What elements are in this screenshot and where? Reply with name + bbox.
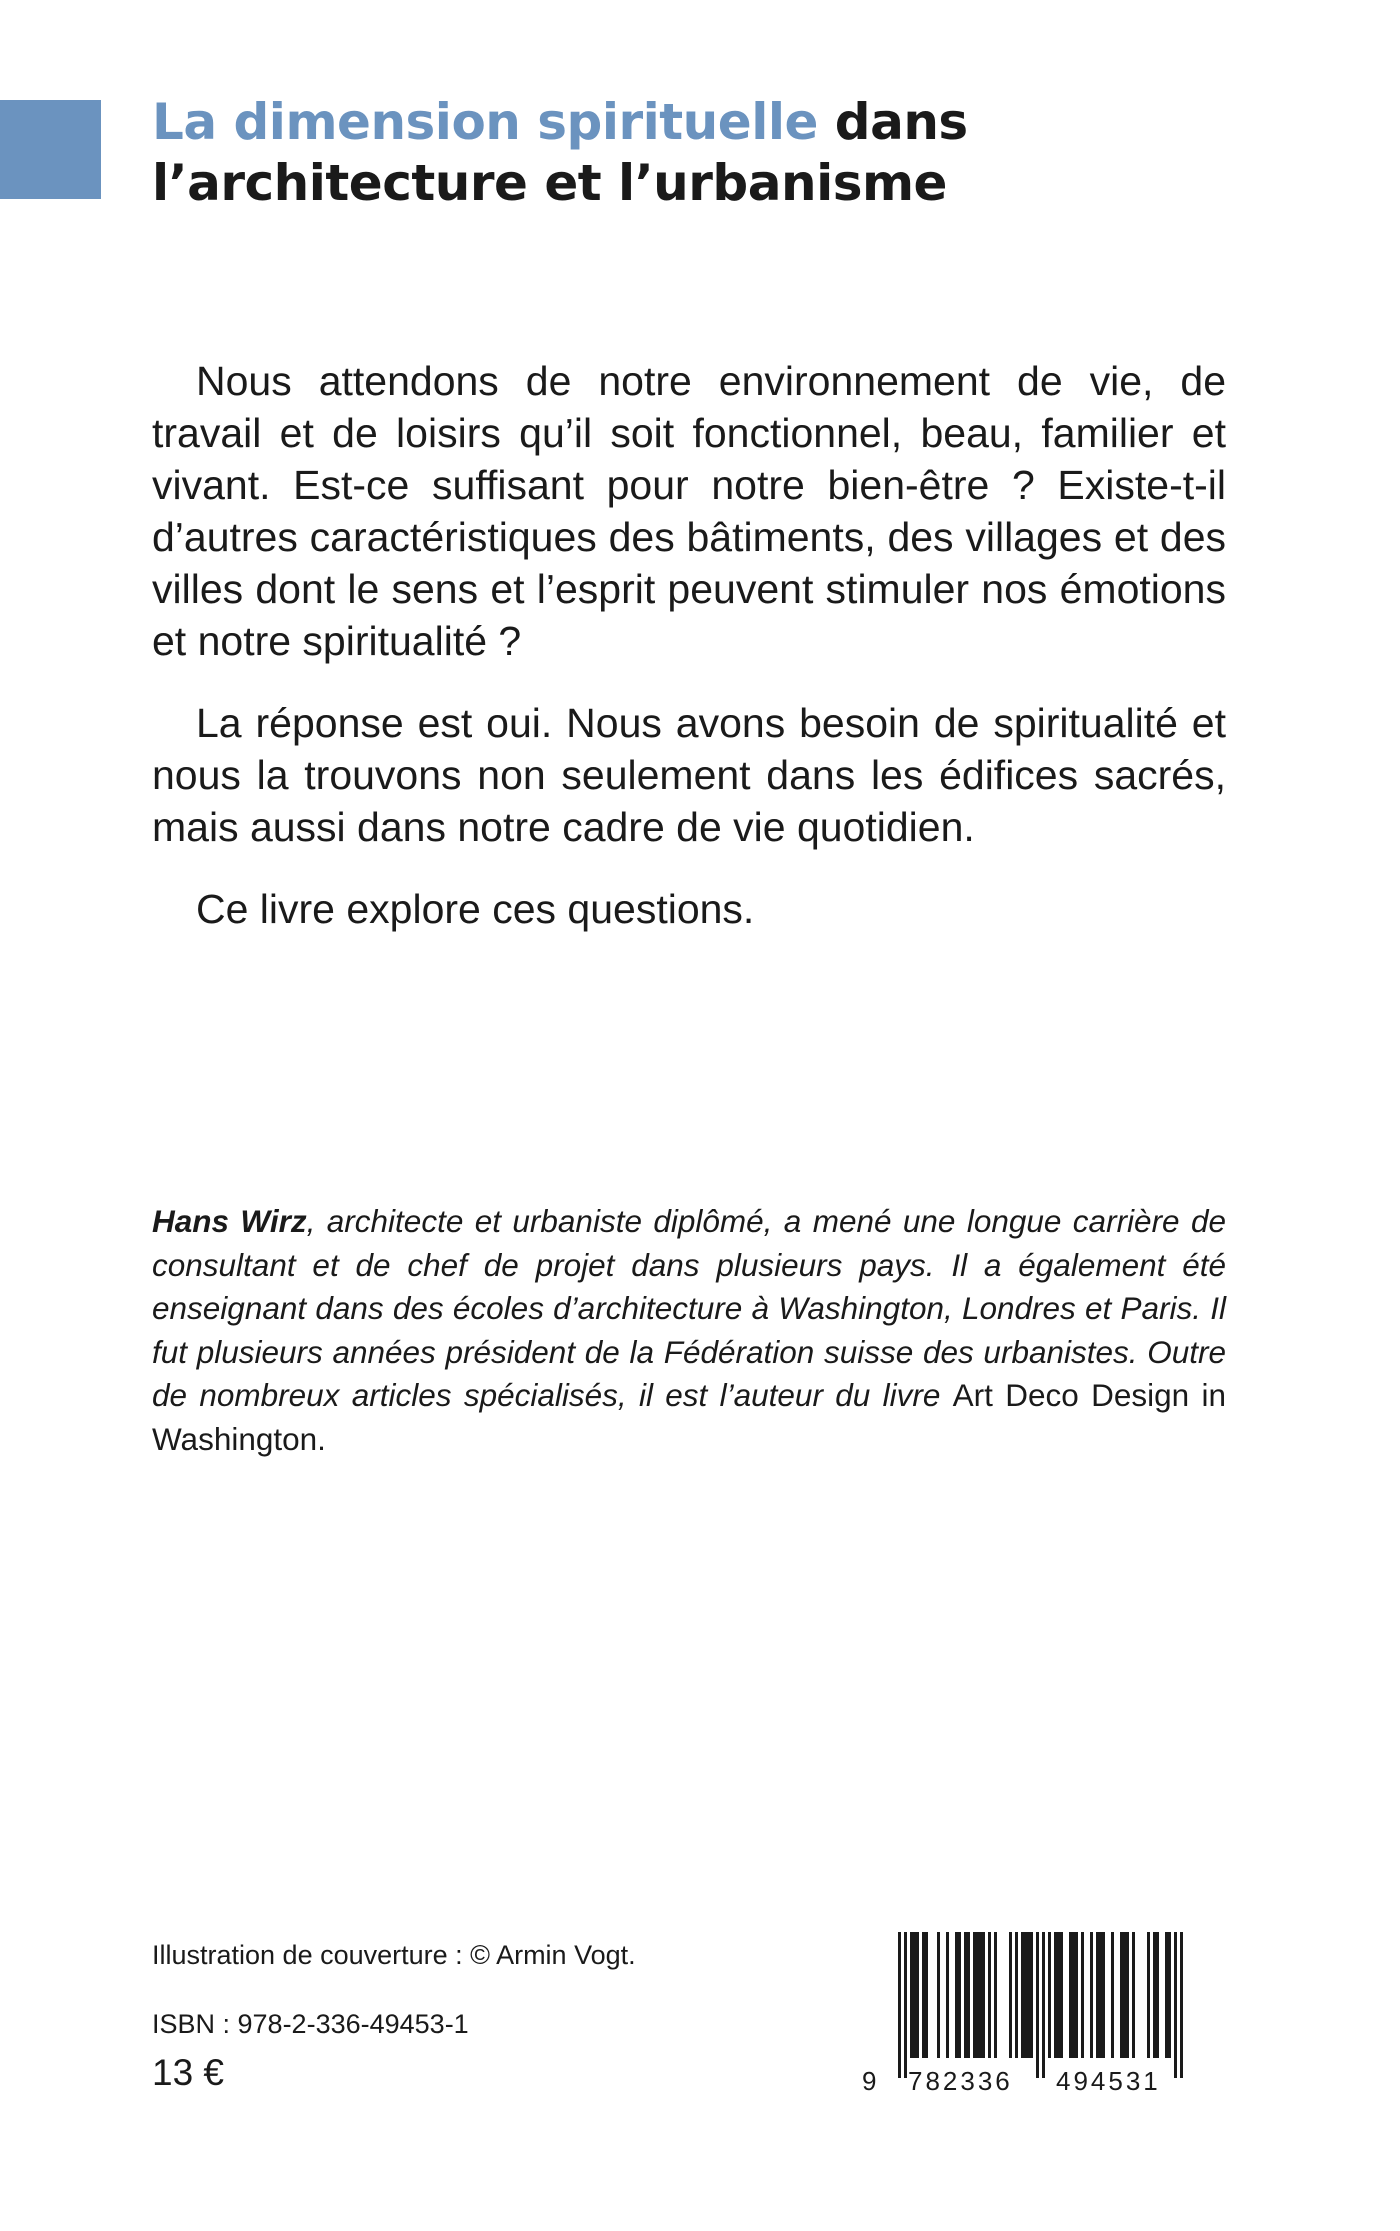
- barcode-graphic: [858, 1928, 1223, 2098]
- barcode-bar: [1036, 1932, 1039, 2078]
- barcode-digits-left: 782336: [908, 2066, 1013, 2096]
- barcode-bar: [913, 1932, 916, 2058]
- author-name: Hans Wirz: [152, 1203, 307, 1239]
- blurb-paragraph: Ce livre explore ces questions.: [196, 886, 755, 932]
- barcode-bar: [1090, 1932, 1093, 2058]
- barcode-bar: [1072, 1932, 1075, 2058]
- barcode-bar: [1111, 1932, 1114, 2058]
- barcode-bar: [910, 1932, 913, 2058]
- barcode-bar: [1120, 1932, 1123, 2058]
- barcode-bar: [979, 1932, 982, 2058]
- barcode-bar: [1180, 1932, 1183, 2078]
- barcode-bar: [1048, 1932, 1051, 2058]
- barcode-bar: [1096, 1932, 1099, 2058]
- barcode-bar: [1102, 1932, 1105, 2058]
- title-rest-line1: dans: [817, 93, 968, 151]
- cover-credit: Illustration de couverture : © Armin Vogt.: [152, 1940, 636, 1970]
- barcode-digits-right: 494531: [1056, 2066, 1161, 2096]
- price: 13 €: [152, 2052, 225, 2093]
- barcode-bar: [925, 1932, 928, 2058]
- barcode-bar: [982, 1932, 985, 2058]
- title-accent-part: La dimension spirituelle: [152, 93, 818, 151]
- barcode-bar: [1174, 1932, 1177, 2078]
- barcode-bar: [988, 1932, 991, 2058]
- blurb-paragraph: Nous attendons de notre environnement de vie, de travail et de loisirs qu’il soit fonctionnel, beau, familier et vivant. Est-ce suffisant pour notre bien-être ? Existe-t-il d’autres caractéristiques des bâtiments, des villages et des villes dont le sens et l’esprit peuvent stimuler nos émotions et notre spiritualité ?: [152, 358, 1226, 664]
- barcode-bar: [946, 1932, 949, 2058]
- barcode-first-digit: 9: [862, 2066, 877, 2096]
- barcode-bar: [916, 1932, 919, 2058]
- barcode-bar: [955, 1932, 958, 2058]
- barcode-bar: [1069, 1932, 1072, 2058]
- barcode-bar: [898, 1932, 901, 2078]
- barcode-bar: [1024, 1932, 1027, 2058]
- barcode-bar: [1057, 1932, 1060, 2058]
- barcode-bar: [922, 1932, 925, 2058]
- barcode-bar: [964, 1932, 967, 2058]
- barcode-bar: [1075, 1932, 1078, 2058]
- barcode-bar: [1153, 1932, 1156, 2058]
- barcode-bar: [1054, 1932, 1057, 2058]
- barcode: [858, 1928, 1223, 2098]
- barcode-bar: [1132, 1932, 1135, 2058]
- barcode-bar: [976, 1932, 979, 2058]
- barcode-bar: [1123, 1932, 1126, 2058]
- isbn: ISBN : 978-2-336-49453-1: [152, 2009, 469, 2039]
- barcode-bar: [1030, 1932, 1033, 2058]
- barcode-bar: [1099, 1932, 1102, 2058]
- barcode-bar: [1126, 1932, 1129, 2058]
- barcode-bar: [904, 1932, 907, 2078]
- title-line2: l’architecture et l’urbanisme: [152, 154, 947, 212]
- barcode-bar: [1147, 1932, 1150, 2058]
- barcode-bar: [1015, 1932, 1018, 2058]
- barcode-bar: [1156, 1932, 1159, 2058]
- barcode-bar: [967, 1932, 970, 2058]
- barcode-bar: [937, 1932, 940, 2058]
- barcode-bar: [1009, 1932, 1012, 2058]
- barcode-bar: [994, 1932, 997, 2058]
- barcode-bar: [973, 1932, 976, 2058]
- author-bio: [152, 1200, 1226, 1462]
- blurb-paragraph: La réponse est oui. Nous avons besoin de spiritualité et nous la trouvons non seulement dans les édifices sacrés, mais aussi dans notre cadre de vie quotidien.: [152, 700, 1226, 850]
- barcode-bar: [1081, 1932, 1084, 2058]
- accent-block: [0, 100, 101, 199]
- barcode-bar: [1168, 1932, 1171, 2058]
- author-bio-text: , architecte et urbaniste diplômé, a mené une longue carrière de consultant et de chef de projet dans plusieurs pays. Il a également été enseignant dans des écoles d’architecture à Washington, Londres et Paris. Il fut plusieurs années président de la Fédération suisse des urbanistes. Outre de nombreux articles spécialisés, il est l’auteur du livre: [152, 1203, 1227, 1414]
- blurb: [152, 355, 1226, 965]
- barcode-bar: [1027, 1932, 1030, 2058]
- barcode-bar: [1021, 1932, 1024, 2058]
- barcode-bar: [1060, 1932, 1063, 2058]
- barcode-bar: [1165, 1932, 1168, 2058]
- book-title: [152, 92, 1252, 214]
- author-book-title: Art Deco Design in Washington.: [152, 1377, 1226, 1457]
- barcode-bar: [1042, 1932, 1045, 2078]
- barcode-bar: [958, 1932, 961, 2058]
